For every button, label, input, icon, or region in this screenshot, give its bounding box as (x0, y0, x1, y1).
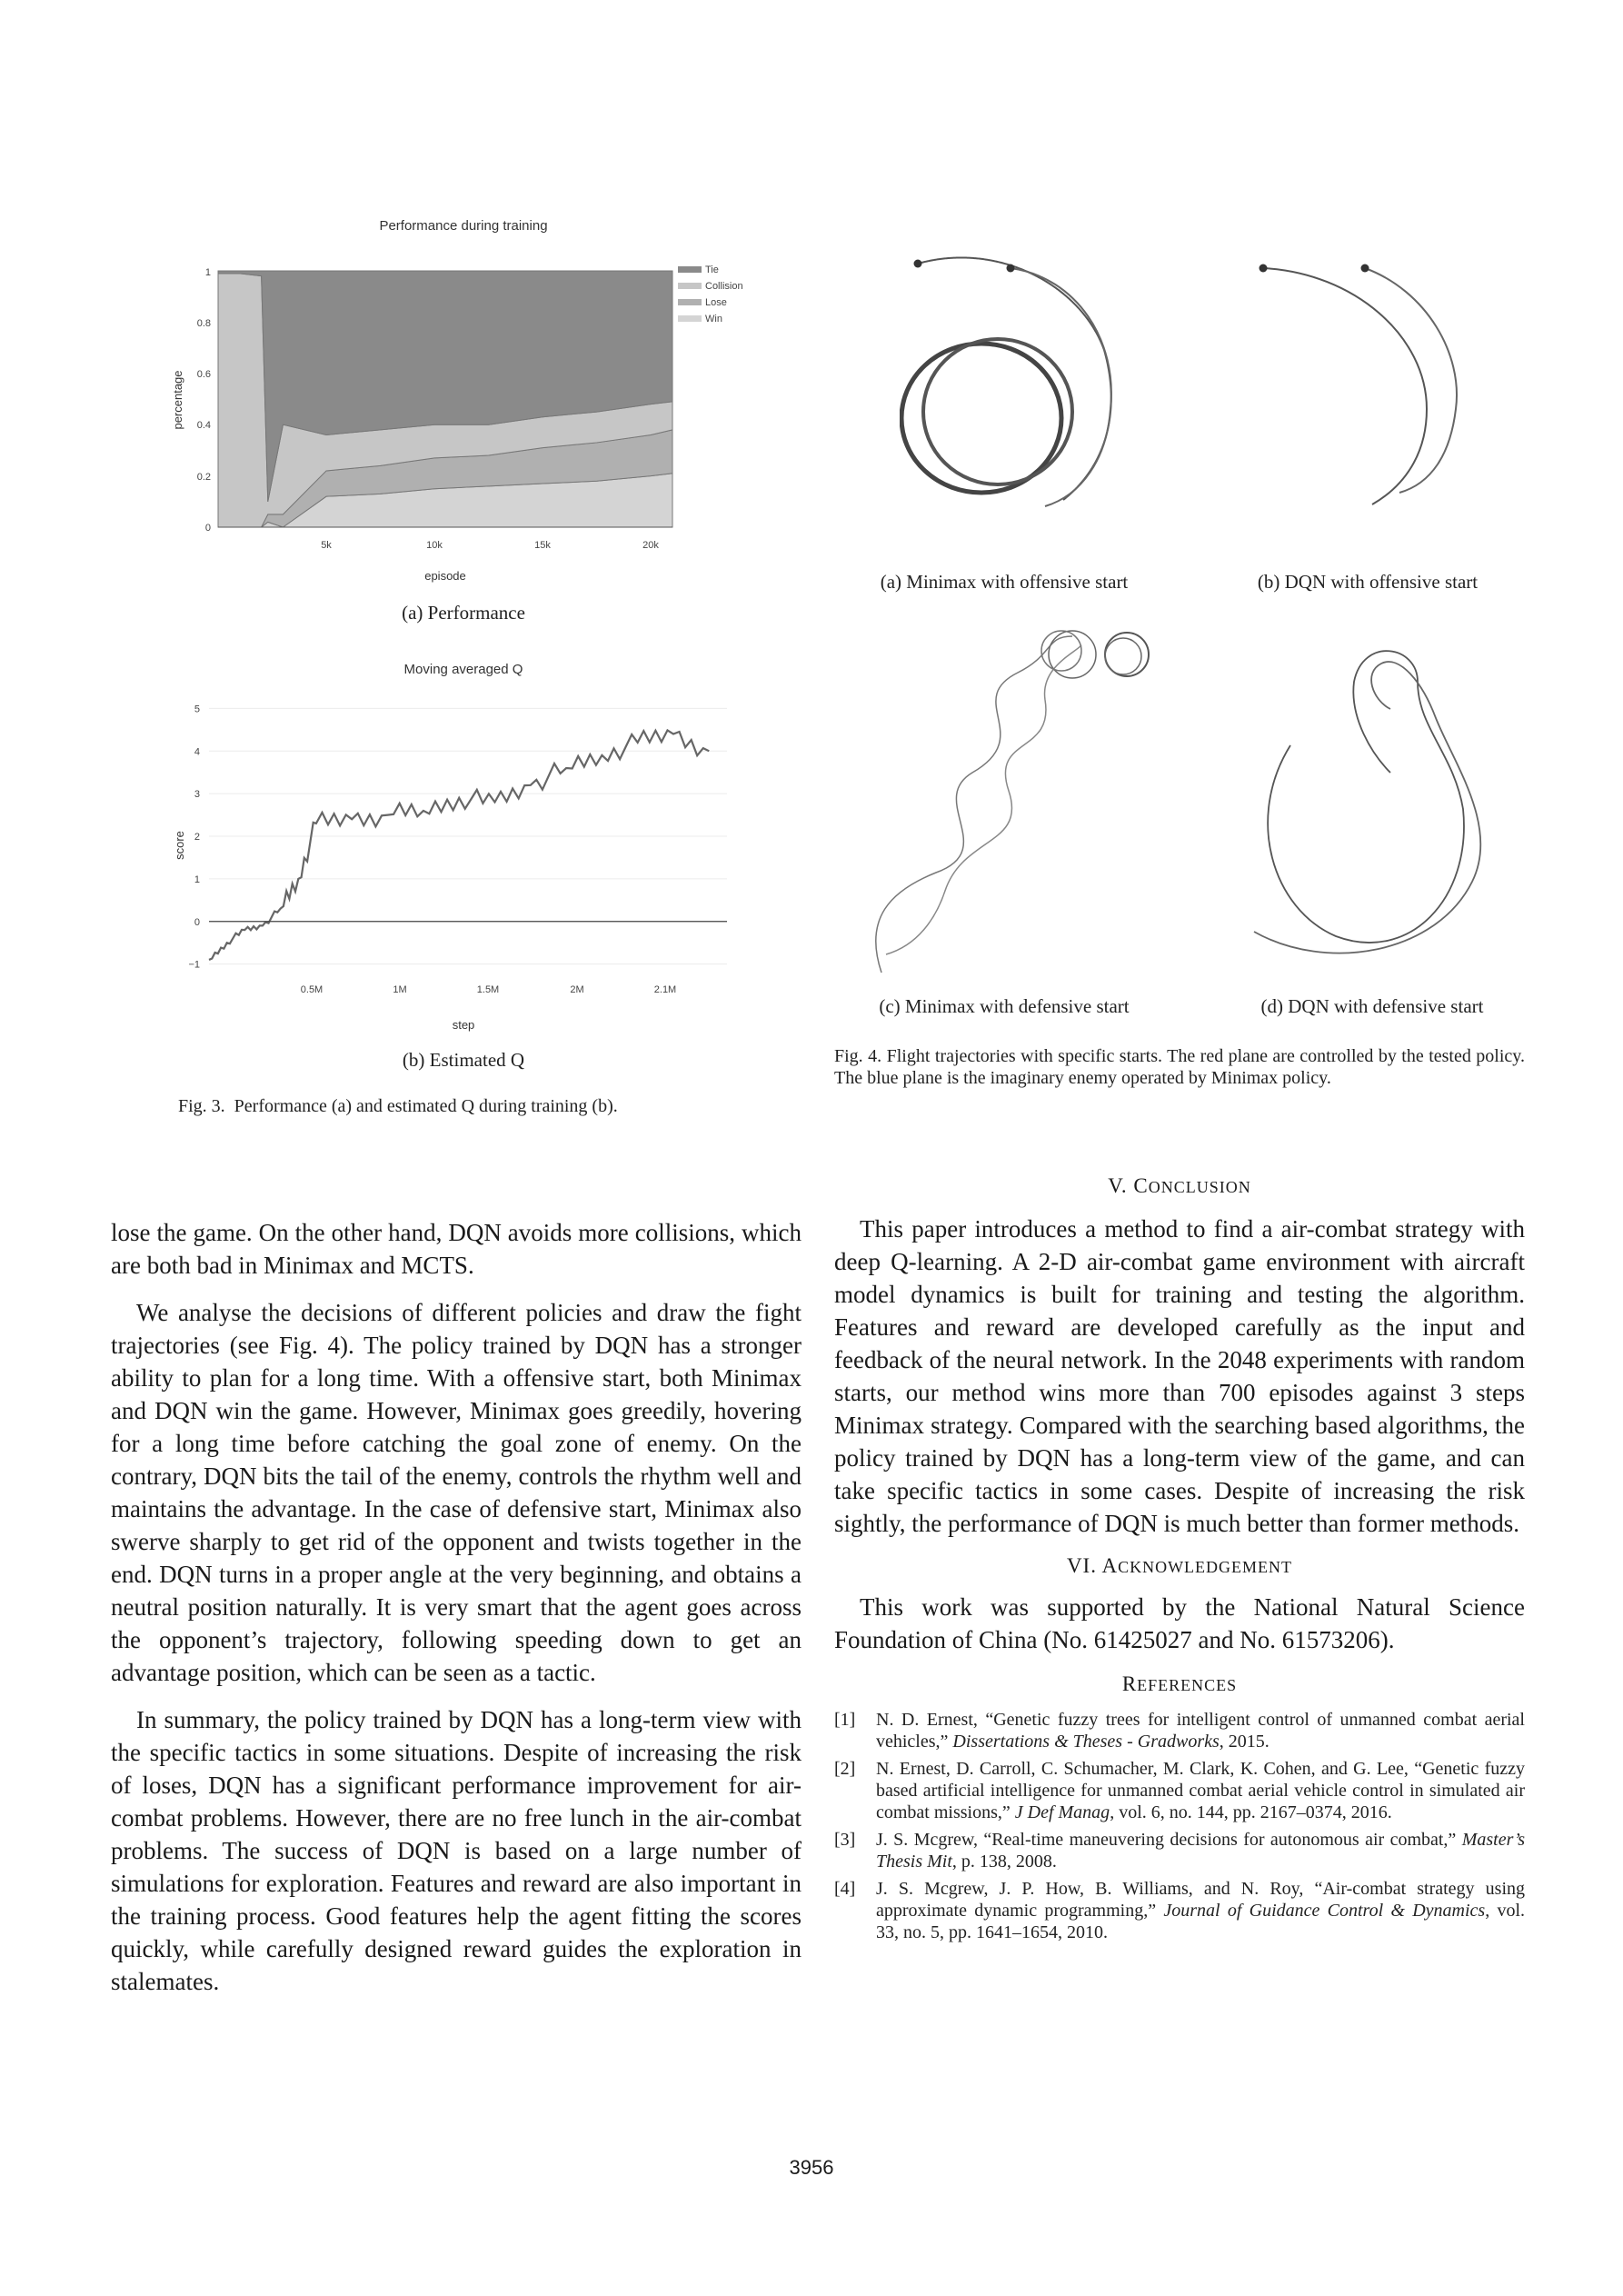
fig3b-chart-title: Moving averaged Q (403, 662, 523, 677)
fig3b-ytick: 0 (194, 916, 200, 928)
fig4a-sublabel: (a) Minimax with offensive start (880, 571, 1129, 593)
page-number: 3956 (789, 2156, 834, 2179)
fig3b-xtick: 2M (570, 984, 584, 995)
fig3a-chart (164, 245, 782, 591)
section-heading-acknowledgement: VI. ACKNOWLEDGEMENT (1066, 1554, 1293, 1577)
paragraph: This work was supported by the National Natural Science Foundation of China (No. 61425027 and No. 61573206). (834, 1593, 1525, 1653)
fig3b-xlabel: step (452, 1018, 475, 1032)
fig3b-ytick: 3 (194, 789, 200, 801)
fig4b-trajectory (1245, 255, 1481, 518)
paragraph: We analyse the decisions of different policies and draw the fight trajectories (see Fig. 4). The policy trained by DQN has a stronger ability to plan for a long time. With a offensive start, both Minimax and DQN win the game. However, Minimax goes greedily, hovering for a long time before catching the goal zone of enemy. On the contrary, DQN bits the tail of the enemy, controls the rhythm well and maintains the advantage. In the case of defensive start, Minimax also swerve sharply to get rid of the opponent and twists together in the end. DQN turns in a proper angle at the very beginning, and obtains a neutral position naturally. It is very smart that the agent goes across the opponent’s trajectory, following speeding down to get an advantage position, which can be seen as a tactic. (111, 1299, 802, 1686)
reference-item: [2] N. Ernest, D. Carroll, C. Schumacher, M. Clark, K. Cohen, and G. Lee, “Genetic fuzzy based artificial intelligence for unmanned combat aerial vehicle control in simulated air combat missions,” J Def Manag, vol. 6, no. 144, pp. 2167–0374, 2016. (834, 1759, 1525, 1822)
left-column (111, 1216, 802, 2012)
fig3-caption: Fig. 3. Performance (a) and estimated Q during training (b). (178, 1096, 618, 1116)
section-heading-conclusion: V. CONCLUSION (1108, 1174, 1251, 1197)
fig3a-xlabel: episode (424, 569, 466, 583)
legend-win: Win (705, 314, 722, 324)
fig3b-xtick: 1M (393, 984, 407, 995)
fig3a-ytick: 0.2 (196, 472, 211, 483)
legend-lose: Lose (705, 297, 727, 308)
fig3a-xtick: 10k (426, 540, 443, 551)
fig3b-ytick: −1 (188, 959, 200, 971)
paragraph: This paper introduces a method to find a air-combat strategy with deep Q-learning. A 2-D air-combat game environment with aircraft model dynamics is built for training and testing the algorithm. Features and reward are developed carefully as the input and feedback of the neural network. In the 2048 experiments with random starts, our method wins more than 700 episodes against 3 steps Minimax strategy. Compared with the searching based algorithms, the policy trained by DQN has a long-term view of the game, and can take specific tactics in some cases. Despite of increasing the risk sightly, the performance of DQN is much better than former methods. (834, 1215, 1525, 1537)
fig3b-ytick: 5 (194, 704, 200, 715)
fig4a-trajectory (900, 250, 1154, 523)
fig3a-chart-title: Performance during training (379, 218, 548, 234)
fig4b-sublabel: (b) DQN with offensive start (1257, 571, 1479, 593)
fig3a-ytick: 0.6 (196, 369, 211, 380)
fig3a-sublabel: (a) Performance (402, 602, 525, 624)
fig3a-ytick: 0 (204, 523, 211, 534)
fig3b-xtick: 2.1M (653, 984, 677, 995)
reference-item: [1] N. D. Ernest, “Genetic fuzzy trees for intelligent control of unmanned combat aerial vehicles,” Dissertations & Theses - Gradworks, 2015. (834, 1710, 1525, 1752)
fig3b-series-line (209, 730, 709, 960)
fig3b-ylabel: score (173, 831, 186, 860)
section-heading-references: REFERENCES (1121, 1672, 1238, 1695)
fig3b-xtick: 0.5M (300, 984, 324, 995)
fig3b-ytick: 2 (194, 832, 200, 843)
reference-list (834, 1709, 1525, 1943)
fig4d-sublabel: (d) DQN with defensive start (1260, 995, 1484, 1017)
fig3b-xtick: 1.5M (476, 984, 500, 995)
fig3b-sublabel: (b) Estimated Q (402, 1049, 525, 1071)
conclusion-text (834, 1213, 1525, 1540)
legend-swatch-tie (678, 266, 702, 273)
right-column (834, 1174, 1525, 1949)
reference-item: [4] J. S. Mcgrew, J. P. How, B. Williams, and N. Roy, “Air-combat strategy using approximate dynamic programming,” Journal of Guidance Control & Dynamics, vol. 33, no. 5, pp. 1641–1654, 2010. (834, 1879, 1525, 1942)
fig4d-trajectory (1236, 618, 1508, 982)
fig4c-trajectory (863, 618, 1172, 982)
fig4c-sublabel: (c) Minimax with defensive start (879, 995, 1130, 1017)
fig3a-ylabel: percentage (171, 370, 184, 430)
fig3a-xtick: 15k (534, 540, 551, 551)
reference-item: [3] J. S. Mcgrew, “Real-time maneuvering decisions for autonomous air combat,” Master’s Thesis Mit, p. 138, 2008. (834, 1830, 1525, 1872)
fig3a-xtick: 5k (321, 540, 332, 551)
fig3b-chart (164, 682, 745, 1036)
fig3a-xtick: 20k (642, 540, 659, 551)
fig4-caption: Fig. 4. Flight trajectories with specific starts. The red plane are controlled by the tested policy. The blue plane is the imaginary enemy operated by Minimax policy. (834, 1046, 1525, 1088)
fig3a-ytick: 1 (204, 267, 211, 278)
acknowledgement-text (834, 1591, 1525, 1656)
legend-collision: Collision (705, 281, 743, 292)
fig3a-ytick: 0.4 (196, 420, 211, 431)
paragraph: lose the game. On the other hand, DQN avoids more collisions, which are both bad in Minimax and MCTS. (111, 1219, 802, 1279)
fig3b-ytick: 1 (194, 873, 200, 885)
paragraph: In summary, the policy trained by DQN has a long-term view with the specific tactics in some situations. Despite of increasing the risk of loses, DQN has a significant performance improvement for air-combat problems. However, there are no free lunch in the air-combat problems. The success of DQN is based on a large number of simulations for exploration. Features and reward are also important in the training process. Good features help the agent fitting the scores quickly, while carefully designed reward guides the exploration in stalemates. (111, 1706, 802, 1995)
legend-swatch-lose (678, 299, 702, 305)
legend-swatch-collision (678, 283, 702, 289)
legend-tie: Tie (705, 265, 719, 275)
legend-swatch-win (678, 315, 702, 322)
fig3b-ytick: 4 (194, 746, 200, 758)
fig3a-ytick: 0.8 (196, 318, 211, 329)
